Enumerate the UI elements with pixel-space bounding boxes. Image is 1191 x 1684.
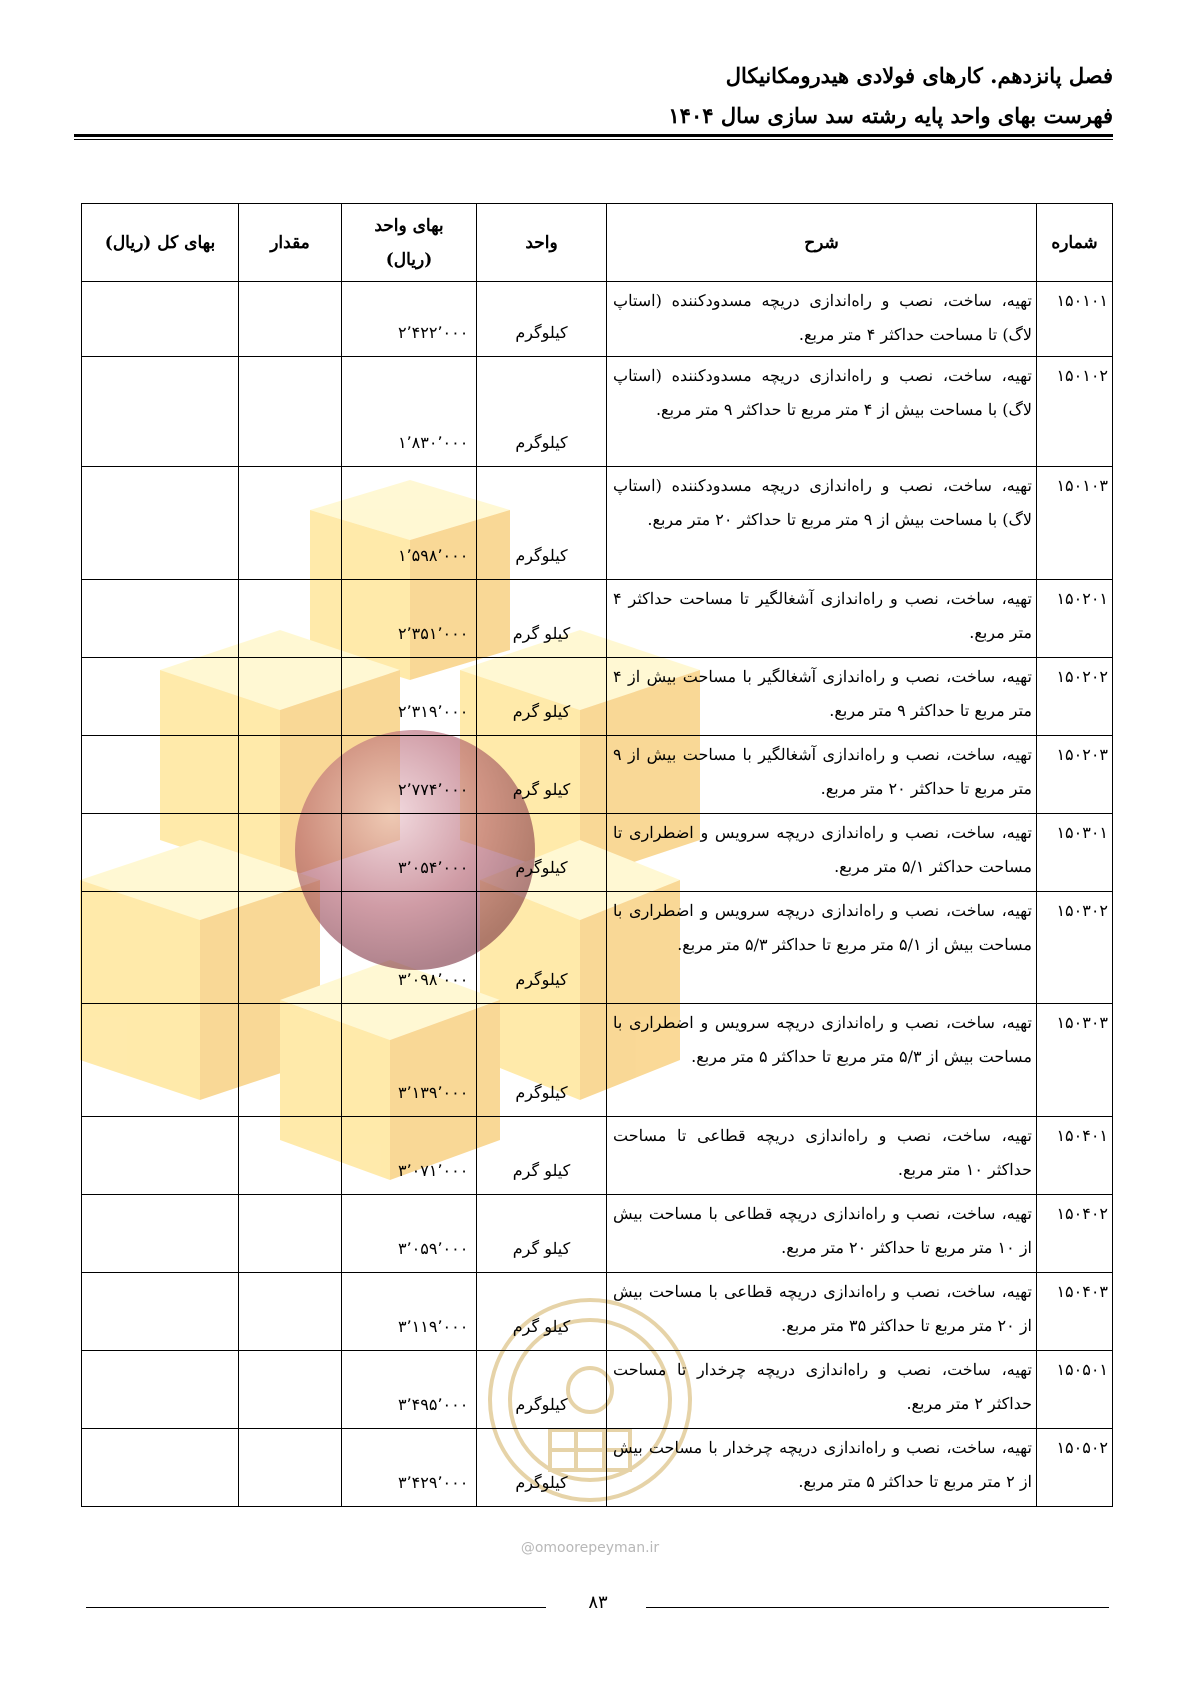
item-unit-price: ۳٬۴۲۹٬۰۰۰	[342, 1429, 477, 1507]
header-unit-price-currency: (ریال)	[385, 249, 433, 270]
item-quantity	[239, 467, 342, 580]
item-number: ۱۵۰۳۰۱	[1037, 814, 1113, 892]
watermark-url: @omoorepeyman.ir	[520, 1540, 660, 1556]
item-unit-price: ۲٬۳۵۱٬۰۰۰	[342, 580, 477, 658]
header-number: شماره	[1037, 204, 1113, 282]
header-unit: واحد	[477, 204, 607, 282]
item-unit-price: ۳٬۰۵۹٬۰۰۰	[342, 1195, 477, 1273]
item-unit: کیلو گرم	[477, 1117, 607, 1195]
table-row	[82, 1004, 1113, 1117]
item-number: ۱۵۰۵۰۲	[1037, 1429, 1113, 1507]
item-number: ۱۵۰۳۰۲	[1037, 892, 1113, 1004]
table-row	[82, 580, 1113, 658]
item-total-price	[82, 282, 239, 357]
item-quantity	[239, 1004, 342, 1117]
item-total-price	[82, 1351, 239, 1429]
item-quantity	[239, 1273, 342, 1351]
item-unit-price: ۲٬۳۱۹٬۰۰۰	[342, 658, 477, 736]
item-unit-price: ۲٬۷۷۴٬۰۰۰	[342, 736, 477, 814]
item-number: ۱۵۰۴۰۲	[1037, 1195, 1113, 1273]
item-quantity	[239, 1429, 342, 1507]
item-total-price	[82, 814, 239, 892]
item-total-price	[82, 357, 239, 467]
header-rule-thin	[74, 139, 1113, 140]
item-description: تهیه، ساخت، نصب و راه‌اندازی آشغالگیر تا مساحت حداکثر ۴ متر مربع.	[607, 580, 1037, 658]
item-description: تهیه، ساخت، نصب و راه‌اندازی دریچه چرخدار تا مساحت حداکثر ۲ متر مربع.	[607, 1351, 1037, 1429]
table-row	[82, 1117, 1113, 1195]
item-description: تهیه، ساخت، نصب و راه‌اندازی دریچه مسدودکننده (استاپ لاگ) تا مساحت حداکثر ۴ متر مربع.	[607, 282, 1037, 357]
item-quantity	[239, 736, 342, 814]
item-quantity	[239, 1117, 342, 1195]
table-row	[82, 1273, 1113, 1351]
item-total-price	[82, 1273, 239, 1351]
item-quantity	[239, 892, 342, 1004]
item-unit: کیلو گرم	[477, 580, 607, 658]
item-total-price	[82, 1117, 239, 1195]
item-quantity	[239, 282, 342, 357]
item-unit: کیلوگرم	[477, 467, 607, 580]
item-total-price	[82, 736, 239, 814]
table-row	[82, 736, 1113, 814]
item-description: تهیه، ساخت، نصب و راه‌اندازی دریچه مسدودکننده (استاپ لاگ) با مساحت بیش از ۹ متر مربع تا حداکثر ۲۰ متر مربع.	[607, 467, 1037, 580]
item-unit: کیلوگرم	[477, 814, 607, 892]
item-unit-price: ۳٬۱۱۹٬۰۰۰	[342, 1273, 477, 1351]
item-description: تهیه، ساخت، نصب و راه‌اندازی دریچه قطاعی با مساحت بیش از ۲۰ متر مربع تا حداکثر ۳۵ متر مربع.	[607, 1273, 1037, 1351]
item-quantity	[239, 357, 342, 467]
item-total-price	[82, 1429, 239, 1507]
header-unit-price	[342, 204, 477, 282]
item-number: ۱۵۰۱۰۲	[1037, 357, 1113, 467]
item-total-price	[82, 892, 239, 1004]
footer-rule-left	[86, 1607, 546, 1608]
table-row	[82, 467, 1113, 580]
document-title: فهرست بهای واحد پایه رشته سد سازی سال ۱۴۰۴	[668, 103, 1113, 128]
item-number: ۱۵۰۴۰۱	[1037, 1117, 1113, 1195]
table-row	[82, 1195, 1113, 1273]
page-header	[668, 58, 1113, 134]
item-number: ۱۵۰۱۰۱	[1037, 282, 1113, 357]
item-unit-price: ۳٬۰۹۸٬۰۰۰	[342, 892, 477, 1004]
item-total-price	[82, 1195, 239, 1273]
item-unit-price: ۲٬۴۲۲٬۰۰۰	[342, 282, 477, 357]
item-unit-price: ۳٬۴۹۵٬۰۰۰	[342, 1351, 477, 1429]
item-quantity	[239, 658, 342, 736]
item-unit: کیلو گرم	[477, 736, 607, 814]
item-total-price	[82, 580, 239, 658]
item-quantity	[239, 814, 342, 892]
item-number: ۱۵۰۵۰۱	[1037, 1351, 1113, 1429]
item-unit: کیلوگرم	[477, 1004, 607, 1117]
item-unit: کیلو گرم	[477, 1195, 607, 1273]
item-unit: کیلوگرم	[477, 1429, 607, 1507]
item-description: تهیه، ساخت، نصب و راه‌اندازی دریچه سرویس و اضطراری با مساحت بیش از ۵/۳ متر مربع تا حداکثر ۵ متر مربع.	[607, 1004, 1037, 1117]
item-unit: کیلو گرم	[477, 658, 607, 736]
chapter-title: فصل پانزدهم. کارهای فولادی هیدرومکانیکال	[725, 63, 1113, 88]
header-total-price: بهای کل (ریال)	[82, 204, 239, 282]
item-unit-price: ۳٬۰۷۱٬۰۰۰	[342, 1117, 477, 1195]
price-list-table	[81, 203, 1113, 1507]
table-row	[82, 1351, 1113, 1429]
item-total-price	[82, 658, 239, 736]
item-unit: کیلوگرم	[477, 282, 607, 357]
item-description: تهیه، ساخت، نصب و راه‌اندازی دریچه قطاعی با مساحت بیش از ۱۰ متر مربع تا حداکثر ۲۰ متر مربع.	[607, 1195, 1037, 1273]
table-row	[82, 658, 1113, 736]
item-number: ۱۵۰۴۰۳	[1037, 1273, 1113, 1351]
item-description: تهیه، ساخت، نصب و راه‌اندازی دریچه سرویس و اضطراری تا مساحت حداکثر ۵/۱ متر مربع.	[607, 814, 1037, 892]
header-quantity: مقدار	[239, 204, 342, 282]
item-total-price	[82, 467, 239, 580]
header-description: شرح	[607, 204, 1037, 282]
item-unit-price: ۳٬۱۳۹٬۰۰۰	[342, 1004, 477, 1117]
table-row	[82, 892, 1113, 1004]
item-number: ۱۵۰۱۰۳	[1037, 467, 1113, 580]
item-description: تهیه، ساخت، نصب و راه‌اندازی دریچه مسدودکننده (استاپ لاگ) با مساحت بیش از ۴ متر مربع تا حداکثر ۹ متر مربع.	[607, 357, 1037, 467]
header-unit-price-label: بهای واحد	[374, 215, 444, 236]
item-unit: کیلو گرم	[477, 1273, 607, 1351]
item-quantity	[239, 580, 342, 658]
item-unit-price: ۱٬۵۹۸٬۰۰۰	[342, 467, 477, 580]
item-number: ۱۵۰۲۰۲	[1037, 658, 1113, 736]
item-quantity	[239, 1195, 342, 1273]
table-row	[82, 1429, 1113, 1507]
table-row	[82, 357, 1113, 467]
item-unit: کیلوگرم	[477, 892, 607, 1004]
footer-rule-right	[646, 1607, 1109, 1608]
item-description: تهیه، ساخت، نصب و راه‌اندازی آشغالگیر با مساحت بیش از ۹ متر مربع تا حداکثر ۲۰ متر مربع.	[607, 736, 1037, 814]
item-description: تهیه، ساخت، نصب و راه‌اندازی آشغالگیر با مساحت بیش از ۴ متر مربع تا حداکثر ۹ متر مربع.	[607, 658, 1037, 736]
item-description: تهیه، ساخت، نصب و راه‌اندازی دریچه قطاعی تا مساحت حداکثر ۱۰ متر مربع.	[607, 1117, 1037, 1195]
item-number: ۱۵۰۲۰۱	[1037, 580, 1113, 658]
item-description: تهیه، ساخت، نصب و راه‌اندازی دریچه چرخدار با مساحت بیش از ۲ متر مربع تا حداکثر ۵ متر مربع.	[607, 1429, 1037, 1507]
item-unit: کیلوگرم	[477, 357, 607, 467]
page-number: ۸۳	[588, 1592, 608, 1613]
table-row	[82, 282, 1113, 357]
item-quantity	[239, 1351, 342, 1429]
header-rule-thick	[74, 134, 1113, 137]
item-total-price	[82, 1004, 239, 1117]
item-unit-price: ۳٬۰۵۴٬۰۰۰	[342, 814, 477, 892]
item-number: ۱۵۰۲۰۳	[1037, 736, 1113, 814]
item-number: ۱۵۰۳۰۳	[1037, 1004, 1113, 1117]
item-unit: کیلوگرم	[477, 1351, 607, 1429]
table-header-row	[82, 204, 1113, 282]
item-unit-price: ۱٬۸۳۰٬۰۰۰	[342, 357, 477, 467]
table-row	[82, 814, 1113, 892]
item-description: تهیه، ساخت، نصب و راه‌اندازی دریچه سرویس و اضطراری با مساحت بیش از ۵/۱ متر مربع تا حداکثر ۵/۳ متر مربع.	[607, 892, 1037, 1004]
